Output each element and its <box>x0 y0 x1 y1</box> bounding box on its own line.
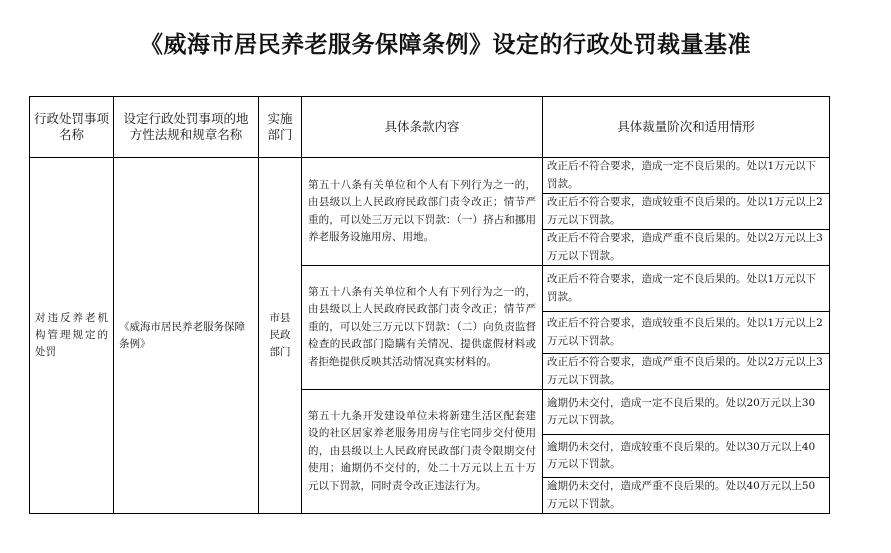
level-cell: 改正后不符合要求，造成严重不良后果的。处以2万元以上3万元以下罚款。 <box>543 354 830 390</box>
level-cell: 逾期仍未交付，造成较重不良后果的。处以30万元以上40万元以下罚款。 <box>543 435 830 478</box>
header-row <box>30 97 830 158</box>
document-title: 《威海市居民养老服务保障条例》设定的行政处罚裁量基准 <box>140 32 751 58</box>
header-department: 实施部门 <box>259 97 302 158</box>
level-cell: 改正后不符合要求，造成一定不良后果的。处以1万元以下罚款。 <box>543 158 830 194</box>
header-regulation: 设定行政处罚事项的地方性法规和规章名称 <box>114 97 259 158</box>
level-cell: 逾期仍未交付，造成一定不良后果的。处以20万元以上30万元以下罚款。 <box>543 390 830 435</box>
header-clause: 具体条款内容 <box>302 97 543 158</box>
penalty-discretion-table <box>29 96 830 514</box>
clause-cell: 第五十八条有关单位和个人有下列行为之一的，由县级以上人民政府民政部门责令改正；情节严重的，可以处三万元以下罚款：（一）挤占和挪用养老服务设施用房、用地。 <box>302 158 543 266</box>
department-cell: 市县民政部门 <box>259 158 302 514</box>
level-cell: 改正后不符合要求，造成较重不良后果的。处以1万元以上2万元以下罚款。 <box>543 194 830 230</box>
item-name-cell: 对违反养老机构管理规定的处罚 <box>30 158 114 514</box>
table-row <box>30 158 830 194</box>
clause-cell: 第五十九条开发建设单位未将新建生活区配套建设的社区居家养老服务用房与住宅同步交付使用的，由县级以上人民政府民政部门责令限期交付使用；逾期仍不交付的，处二十万元以上五十万元以下罚款，同时责令改正违法行为。 <box>302 390 543 514</box>
regulation-cell: 《威海市居民养老服务保障条例》 <box>114 158 259 514</box>
clause-cell: 第五十八条有关单位和个人有下列行为之一的，由县级以上人民政府民政部门责令改正；情节严重的，可以处三万元以下罚款：（二）向负责监督检查的民政部门隐瞒有关情况、提供虚假材料或者拒绝提供反映其活动情况真实材料的。 <box>302 266 543 390</box>
level-cell: 逾期仍未交付，造成严重不良后果的。处以40万元以上50万元以下罚款。 <box>543 478 830 514</box>
level-cell: 改正后不符合要求，造成一定不良后果的。处以1万元以下罚款。 <box>543 266 830 312</box>
header-levels: 具体裁量阶次和适用情形 <box>543 97 830 158</box>
level-cell: 改正后不符合要求，造成较重不良后果的。处以1万元以上2万元以下罚款。 <box>543 312 830 354</box>
header-item-name: 行政处罚事项名称 <box>30 97 114 158</box>
level-cell: 改正后不符合要求，造成严重不良后果的。处以2万元以上3万元以下罚款。 <box>543 230 830 266</box>
